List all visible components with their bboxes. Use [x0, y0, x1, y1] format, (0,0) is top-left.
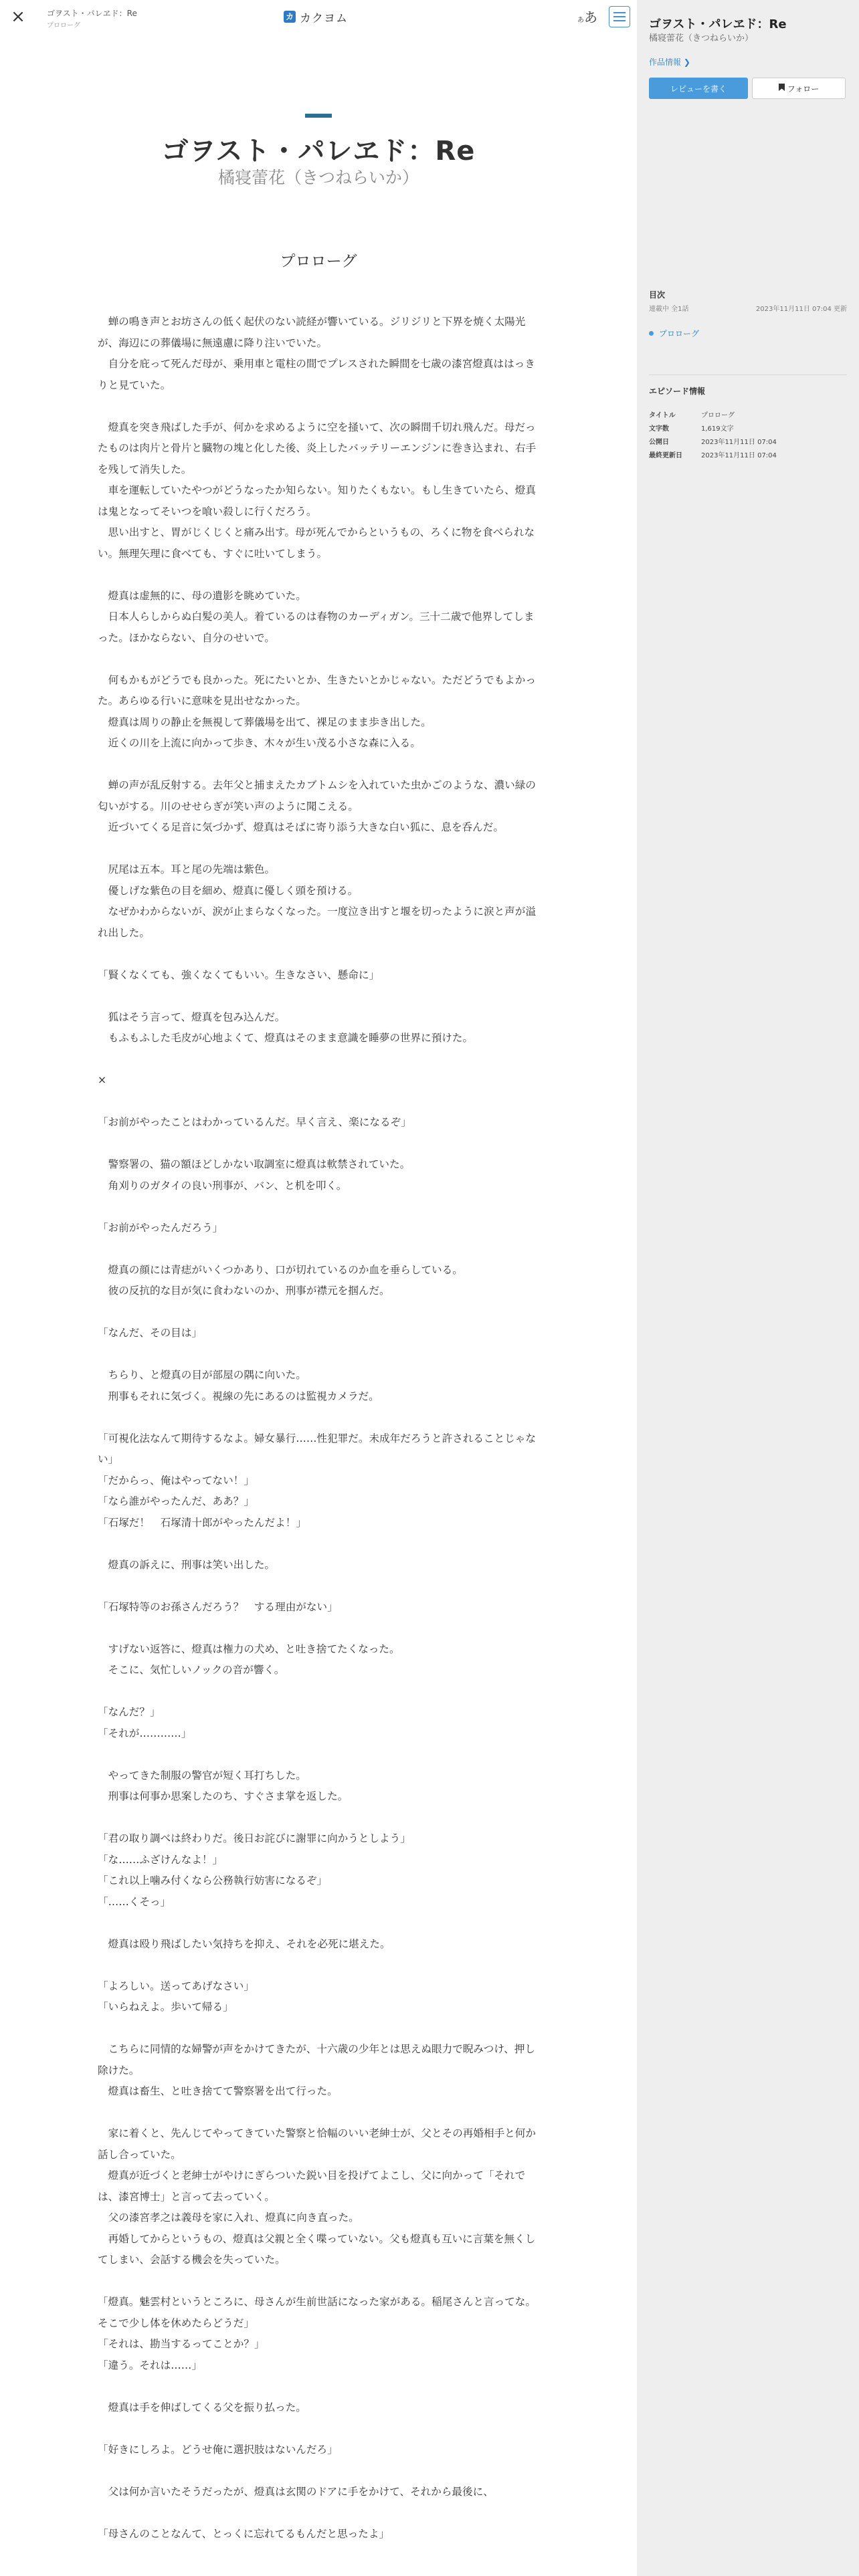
episode-info-key: 最終更新日: [649, 452, 682, 459]
body-paragraph: 「なら誰がやったんだ、ああ？」: [98, 1495, 254, 1507]
episode-info-row: [649, 436, 847, 449]
toc-status: 連載中 全1話: [649, 306, 689, 313]
blank-line: [98, 1196, 539, 1218]
blank-line: [98, 944, 539, 965]
body-paragraph: 「お前がやったんだろう」: [98, 1221, 223, 1234]
body-paragraph: 自分を庇って死んだ母が、乗用車と電柱の間でプレスされた瞬間を七歳の漆宮燈真ははっきりと見ていた。: [98, 358, 535, 391]
menu-bar: [613, 16, 626, 17]
episode-info-value: 2023年11月11日 07:04: [701, 439, 777, 446]
site-logo[interactable]: [284, 9, 348, 25]
body-paragraph: 燈真を突き飛ばした手が、何かを求めるように空を掻いて、次の瞬間千切れ飛んだ。母だったものは肉片と骨片と臓物の塊と化した後、炎上したバッテリーエンジンに巻き込まれ、右手を残して消失した。: [98, 421, 537, 475]
toc-heading: 目次: [649, 290, 666, 300]
blank-line: [98, 986, 539, 1007]
blank-line: [98, 1533, 539, 1555]
body-paragraph: 尻尾は五本。耳と尾の先端は紫色。: [98, 863, 276, 875]
body-paragraph: 再婚してからというもの、燈真は父親と全く喋っていない。父も燈真も互いに言葉を無くしてしまい、会話する機会を失っていた。: [98, 2232, 536, 2266]
logo-mark-icon: カ: [284, 11, 296, 23]
top-header: [0, 0, 637, 35]
blank-line: [98, 1344, 539, 1366]
sidebar-divider: [649, 374, 847, 375]
body-paragraph: 燈真の顔には青痣がいくつかあり、口が切れているのか血を垂らしている。: [98, 1263, 463, 1276]
follow-button-label: フォロー: [787, 84, 820, 94]
body-paragraph: そこに、気忙しいノックの音が響く。: [98, 1664, 285, 1676]
body-paragraph: 「石塚特等のお孫さんだろう？ する理由がない」: [98, 1600, 338, 1613]
logo-text: カクヨム: [300, 11, 348, 25]
work-info-link[interactable]: 作品情報 ❯: [649, 58, 690, 67]
body-paragraph: 「な……ふざけんなよ！」: [98, 1853, 223, 1866]
body-paragraph: 「違う。それは……」: [98, 2359, 202, 2371]
body-paragraph: 警察署の、猫の額ほどしかない取調室に燈真は軟禁されていた。: [98, 1158, 411, 1170]
current-episode-dot-icon: [649, 331, 654, 336]
blank-line: [98, 1913, 539, 1934]
write-review-button[interactable]: レビューを書く: [649, 78, 748, 99]
body-paragraph: 狐はそう言って、燈真を包み込んだ。: [98, 1010, 286, 1023]
close-icon[interactable]: ×: [11, 7, 25, 27]
episode-info-value: 1,619文字: [701, 425, 734, 433]
body-paragraph: 「燈真。魅雲村というところに、母さんが生前世話になった家がある。稲尾さんと言ってな。そこで少し体を休めたらどうだ」: [98, 2296, 536, 2329]
blank-line: [98, 2460, 539, 2482]
body-paragraph: 燈真は虚無的に、母の遺影を眺めていた。: [98, 589, 306, 602]
toc-item[interactable]: [649, 328, 699, 339]
blank-line: [98, 1091, 539, 1113]
body-paragraph: 彼の反抗的な目が気に食わないのか、刑事が襟元を掴んだ。: [98, 1285, 390, 1297]
body-paragraph: なぜかわからないが、涙が止まらなくなった。一度泣き出すと堰を切ったように涙と声が溢れ出した。: [98, 905, 536, 939]
body-paragraph: 「母さんのことなんて、とっくに忘れてるもんだと思ったよ」: [98, 2527, 390, 2540]
blank-line: [98, 1576, 539, 1597]
toc-meta: [649, 303, 847, 313]
episode-info-key: 文字数: [649, 425, 669, 433]
body-paragraph: 近くの川を上流に向かって歩き、木々が生い茂る小さな森に入る。: [98, 737, 421, 749]
body-paragraph: 「好きにしろよ。どうせ俺に選択肢はないんだろ」: [98, 2443, 338, 2456]
episode-info-key: タイトル: [649, 412, 676, 419]
body-paragraph: 燈真の訴えに、刑事は笑い出した。: [98, 1558, 276, 1571]
font-size-small-glyph: あ: [577, 17, 584, 24]
font-size-button[interactable]: [577, 7, 598, 28]
blank-line: [98, 1744, 539, 1765]
body-paragraph: ちらり、と燈真の目が部屋の隅に向いた。: [98, 1369, 306, 1381]
episode-info-heading: エピソード情報: [649, 387, 706, 396]
body-paragraph: 優しげな紫色の目を細め、燈真に優しく頭を預ける。: [98, 884, 359, 897]
body-paragraph: 「なんだ？」: [98, 1706, 161, 1718]
blank-line: [98, 2103, 539, 2124]
work-author: 橘寝蕾花（きつねらいか）: [217, 168, 419, 187]
body-paragraph: 「お前がやったことはわかっているんだ。早く言え、楽になるぞ」: [98, 1116, 411, 1128]
blank-line: [98, 1618, 539, 1639]
body-paragraph: もふもふした毛皮が心地よくて、燈真はそのまま意識を睡夢の世界に預けた。: [98, 1032, 474, 1044]
sidebar-work-title[interactable]: ゴヲスト・パレヱド：Re: [649, 17, 787, 31]
body-paragraph: 燈真が近づくと老紳士がやけにぎらついた鋭い目を投げてよこし、父に向かって「それでは、漆宮博士」と言って去っていく。: [98, 2169, 526, 2203]
body-paragraph: 父の漆宮孝之は義母を家に入れ、燈真に向き直った。: [98, 2212, 359, 2224]
blank-line: [98, 2018, 539, 2040]
body-paragraph: 蝉の鳴き声とお坊さんの低く起伏のない読経が響いている。ジリジリと下界を焼く太陽光が、海辺にの葬儀場に無遠慮に降り注いでいた。: [98, 316, 526, 349]
body-paragraph: 「いらねえよ。歩いて帰る」: [98, 2001, 233, 2013]
sidebar-author[interactable]: 橘寝蕾花（きつねらいか）: [649, 33, 754, 43]
body-paragraph: 何もかもがどうでも良かった。死にたいとか、生きたいとかじゃない。ただどうでもよかった。あらゆる行いに意味を見出せなかった。: [98, 673, 536, 707]
blank-line: [98, 839, 539, 860]
body-paragraph: 「だからっ、俺はやってない！」: [98, 1474, 254, 1487]
blank-line: [98, 649, 539, 670]
episode-info-value: 2023年11月11日 07:04: [701, 452, 777, 459]
body-paragraph: 近づいてくる足音に気づかず、燈真はそばに寄り添う大きな白い狐に、息を呑んだ。: [98, 821, 504, 833]
blank-line: [98, 564, 539, 586]
body-paragraph: 刑事は何事か思案したのち、すぐさま掌を返した。: [98, 1790, 349, 1802]
menu-bar: [613, 20, 626, 21]
blank-line: [98, 1955, 539, 1976]
body-paragraph: 燈真は畜生、と吐き捨てて警察署を出て行った。: [98, 2085, 338, 2097]
header-episode-title: プロローグ: [47, 22, 80, 29]
blank-line: [98, 754, 539, 776]
body-paragraph: 思い出すと、胃がじくじくと痛み出す。母が死んでからというもの、ろくに物を食べられない。無理矢理に食べても、すぐに吐いてしまう。: [98, 526, 535, 560]
body-paragraph: ×: [98, 1074, 107, 1086]
episode-title: プロローグ: [280, 253, 357, 270]
body-paragraph: やってきた制服の警官が短く耳打ちした。: [98, 1769, 306, 1782]
bookmark-icon: [779, 84, 785, 93]
body-paragraph: こちらに同情的な婦警が声をかけてきたが、十六歳の少年とは思えぬ眼力で睨みつけ、押し除けた。: [98, 2043, 536, 2076]
body-paragraph: 刑事もそれに気づく。視線の先にあるのは監視カメラだ。: [98, 1390, 379, 1402]
body-paragraph: 「それが…………」: [98, 1727, 192, 1739]
follow-button[interactable]: [752, 78, 846, 99]
body-paragraph: 父は何か言いたそうだったが、燈真は玄関のドアに手をかけて、それから最後に、: [98, 2485, 494, 2498]
episode-info-row: [649, 449, 847, 463]
blank-line: [98, 2418, 539, 2440]
toc-item-label: プロローグ: [659, 329, 700, 338]
body-paragraph: 「石塚だ！ 石塚清十郎がやったんだよ！」: [98, 1516, 306, 1529]
episode-info-table: [649, 409, 847, 463]
body-paragraph: 「なんだ、その目は」: [98, 1327, 202, 1339]
episode-body: [98, 312, 539, 2545]
body-paragraph: 「……くそっ」: [98, 1895, 171, 1908]
body-paragraph: 角刈りのガタイの良い刑事が、バン、と机を叩く。: [98, 1179, 347, 1192]
episode-info-row: [649, 409, 847, 423]
episode-info-row: [649, 423, 847, 436]
body-paragraph: 「可視化法なんて期待するなよ。婦女暴行……性犯罪だ。未成年だろうと許されることじゃない」: [98, 1432, 536, 1465]
hamburger-menu-icon[interactable]: [609, 6, 630, 27]
body-paragraph: 家に着くと、先んじてやってきていた警察と恰幅のいい老紳士が、父とその再婚相手と何か話し合っていた。: [98, 2127, 536, 2161]
body-paragraph: 燈真は手を伸ばしてくる父を振り払った。: [98, 2401, 306, 2413]
blank-line: [98, 1239, 539, 1260]
body-paragraph: 蝉の声が乱反射する。去年父と捕まえたカブトムシを入れていた虫かごのような、濃い緑の匂いがする。川のせせらぎが笑い声のように聞こえる。: [98, 779, 536, 813]
body-paragraph: 「よろしい。送ってあげなさい」: [98, 1979, 254, 1992]
toc-updated: 2023年11月11日 07:04 更新: [755, 306, 847, 313]
body-paragraph: 「これ以上噛み付くなら公務執行妨害になるぞ」: [98, 1874, 328, 1887]
blank-line: [98, 396, 539, 417]
body-paragraph: 日本人らしからぬ白髪の美人。着ているのは春物のカーディガン。三十二歳で他界してしまった。ほかならない、自分のせいで。: [98, 611, 535, 644]
blank-line: [98, 1302, 539, 1323]
blank-line: [98, 1049, 539, 1071]
blank-line: [98, 1681, 539, 1703]
blank-line: [98, 2271, 539, 2292]
body-paragraph: すげない返答に、燈真は権力の犬め、と吐き捨てたくなった。: [98, 1642, 400, 1655]
blank-line: [98, 1134, 539, 1155]
episode-info-key: 公開日: [649, 439, 669, 446]
blank-line: [98, 1808, 539, 1829]
body-paragraph: 「賢くなくても、強くなくてもいい。生きなさい、懸命に」: [98, 968, 380, 981]
body-paragraph: 燈真は周りの静止を無視して葬儀場を出て、裸足のまま歩き出した。: [98, 716, 432, 728]
font-size-large-glyph: あ: [584, 9, 597, 25]
body-paragraph: 車を運転していたやつがどうなったか知らない。知りたくもない。もし生きていたら、燈真は鬼となってそいつを喰い殺しに行くだろう。: [98, 484, 536, 518]
menu-bar: [613, 12, 626, 13]
episode-info-value: プロローグ: [701, 412, 735, 419]
work-title: ゴヲスト・パレヱド：Re: [161, 136, 476, 167]
sidebar: [637, 0, 859, 2576]
body-paragraph: 「君の取り調べは終わりだ。後日お詫びに謝罪に向かうとしよう」: [98, 1832, 411, 1844]
blank-line: [98, 2502, 539, 2524]
body-paragraph: 「それは、勘当するってことか？」: [98, 2338, 265, 2350]
blank-line: [98, 1407, 539, 1428]
body-paragraph: 燈真は殴り飛ばしたい気持ちを抑え、それを必死に堪えた。: [98, 1937, 391, 1950]
blank-line: [98, 2376, 539, 2397]
header-work-title[interactable]: ゴヲスト・パレヱド：Re: [47, 9, 137, 18]
title-accent-bar: [305, 114, 332, 118]
